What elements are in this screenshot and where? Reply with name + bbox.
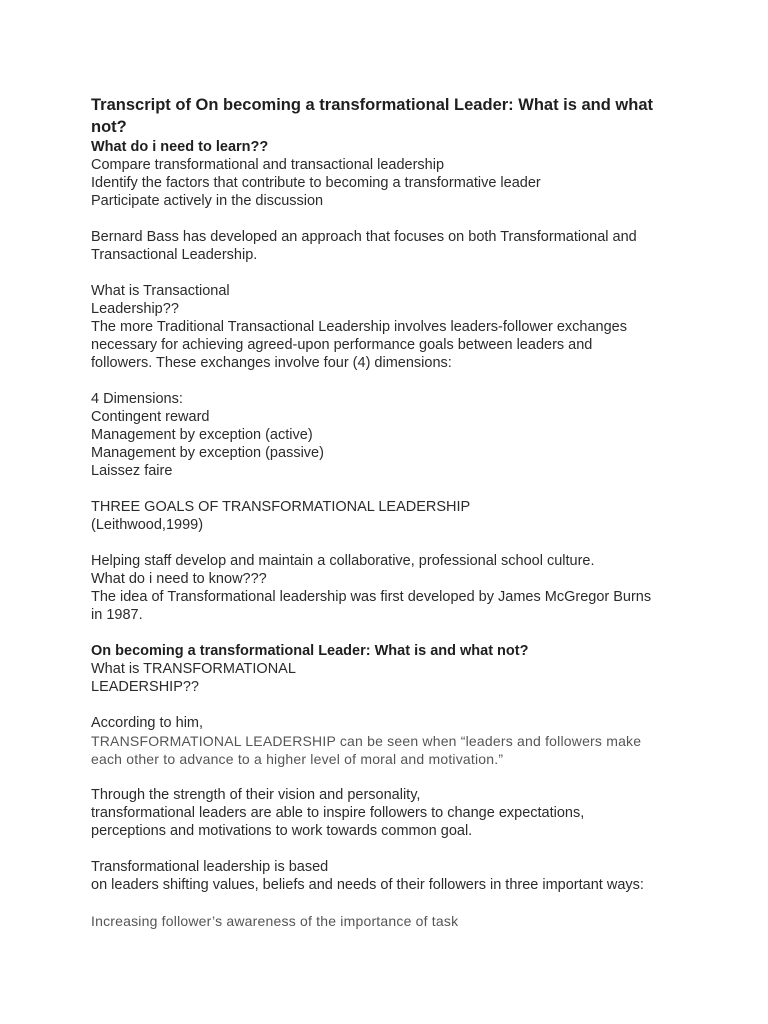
- learn-item: Compare transformational and transactional leadership: [91, 157, 445, 173]
- vision-paragraph-line: transformational leaders are able to inspire followers to change expectations,: [91, 805, 585, 821]
- transactional-paragraph-line: The more Traditional Transactional Leadership involves leaders-follower exchanges: [91, 319, 627, 335]
- learn-heading: What do i need to learn??: [91, 139, 269, 155]
- learn-item: Identify the factors that contribute to becoming a transformative leader: [91, 175, 541, 191]
- dimension-item: Laissez faire: [91, 463, 173, 479]
- idea-paragraph-line: The idea of Transformational leadership was first developed by James McGregor Burns: [91, 589, 652, 605]
- increasing-awareness-line: Increasing follower’s awareness of the importance of task: [91, 913, 459, 929]
- know-question: What do i need to know???: [91, 571, 267, 587]
- dimension-item: Management by exception (active): [91, 427, 313, 443]
- based-paragraph-line: Transformational leadership is based: [91, 859, 329, 875]
- quote-line: each other to advance to a higher level of moral and motivation.”: [91, 751, 504, 767]
- transactional-question-line: What is Transactional: [91, 283, 230, 299]
- dimension-item: Management by exception (passive): [91, 445, 324, 461]
- quote-line: TRANSFORMATIONAL LEADERSHIP can be seen when “leaders and followers make: [91, 733, 642, 749]
- transformational-question-line: LEADERSHIP??: [91, 679, 199, 695]
- based-paragraph-line: on leaders shifting values, beliefs and needs of their followers in three important ways:: [91, 877, 644, 893]
- document-title-line-1: Transcript of On becoming a transformational Leader: What is and what: [91, 96, 653, 114]
- transactional-question-line: Leadership??: [91, 301, 179, 317]
- bass-paragraph-line: Transactional Leadership.: [91, 247, 258, 263]
- helping-staff-line: Helping staff develop and maintain a collaborative, professional school culture.: [91, 553, 595, 569]
- transactional-paragraph-line: necessary for achieving agreed-upon performance goals between leaders and: [91, 337, 593, 353]
- goals-reference: (Leithwood,1999): [91, 517, 204, 533]
- according-line: According to him,: [91, 715, 204, 731]
- idea-paragraph-line: in 1987.: [91, 607, 143, 623]
- vision-paragraph-line: Through the strength of their vision and personality,: [91, 787, 421, 803]
- transactional-paragraph-line: followers. These exchanges involve four (4) dimensions:: [91, 355, 452, 371]
- document-title-line-2: not?: [91, 118, 127, 136]
- section-subtitle: On becoming a transformational Leader: What is and what not?: [91, 643, 529, 659]
- dimensions-heading: 4 Dimensions:: [91, 391, 183, 407]
- transformational-question-line: What is TRANSFORMATIONAL: [91, 661, 296, 677]
- vision-paragraph-line: perceptions and motivations to work towards common goal.: [91, 823, 473, 839]
- document-body: [91, 94, 691, 930]
- learn-item: Participate actively in the discussion: [91, 193, 324, 209]
- dimension-item: Contingent reward: [91, 409, 210, 425]
- bass-paragraph-line: Bernard Bass has developed an approach that focuses on both Transformational and: [91, 229, 637, 245]
- goals-heading: THREE GOALS OF TRANSFORMATIONAL LEADERSHIP: [91, 499, 471, 515]
